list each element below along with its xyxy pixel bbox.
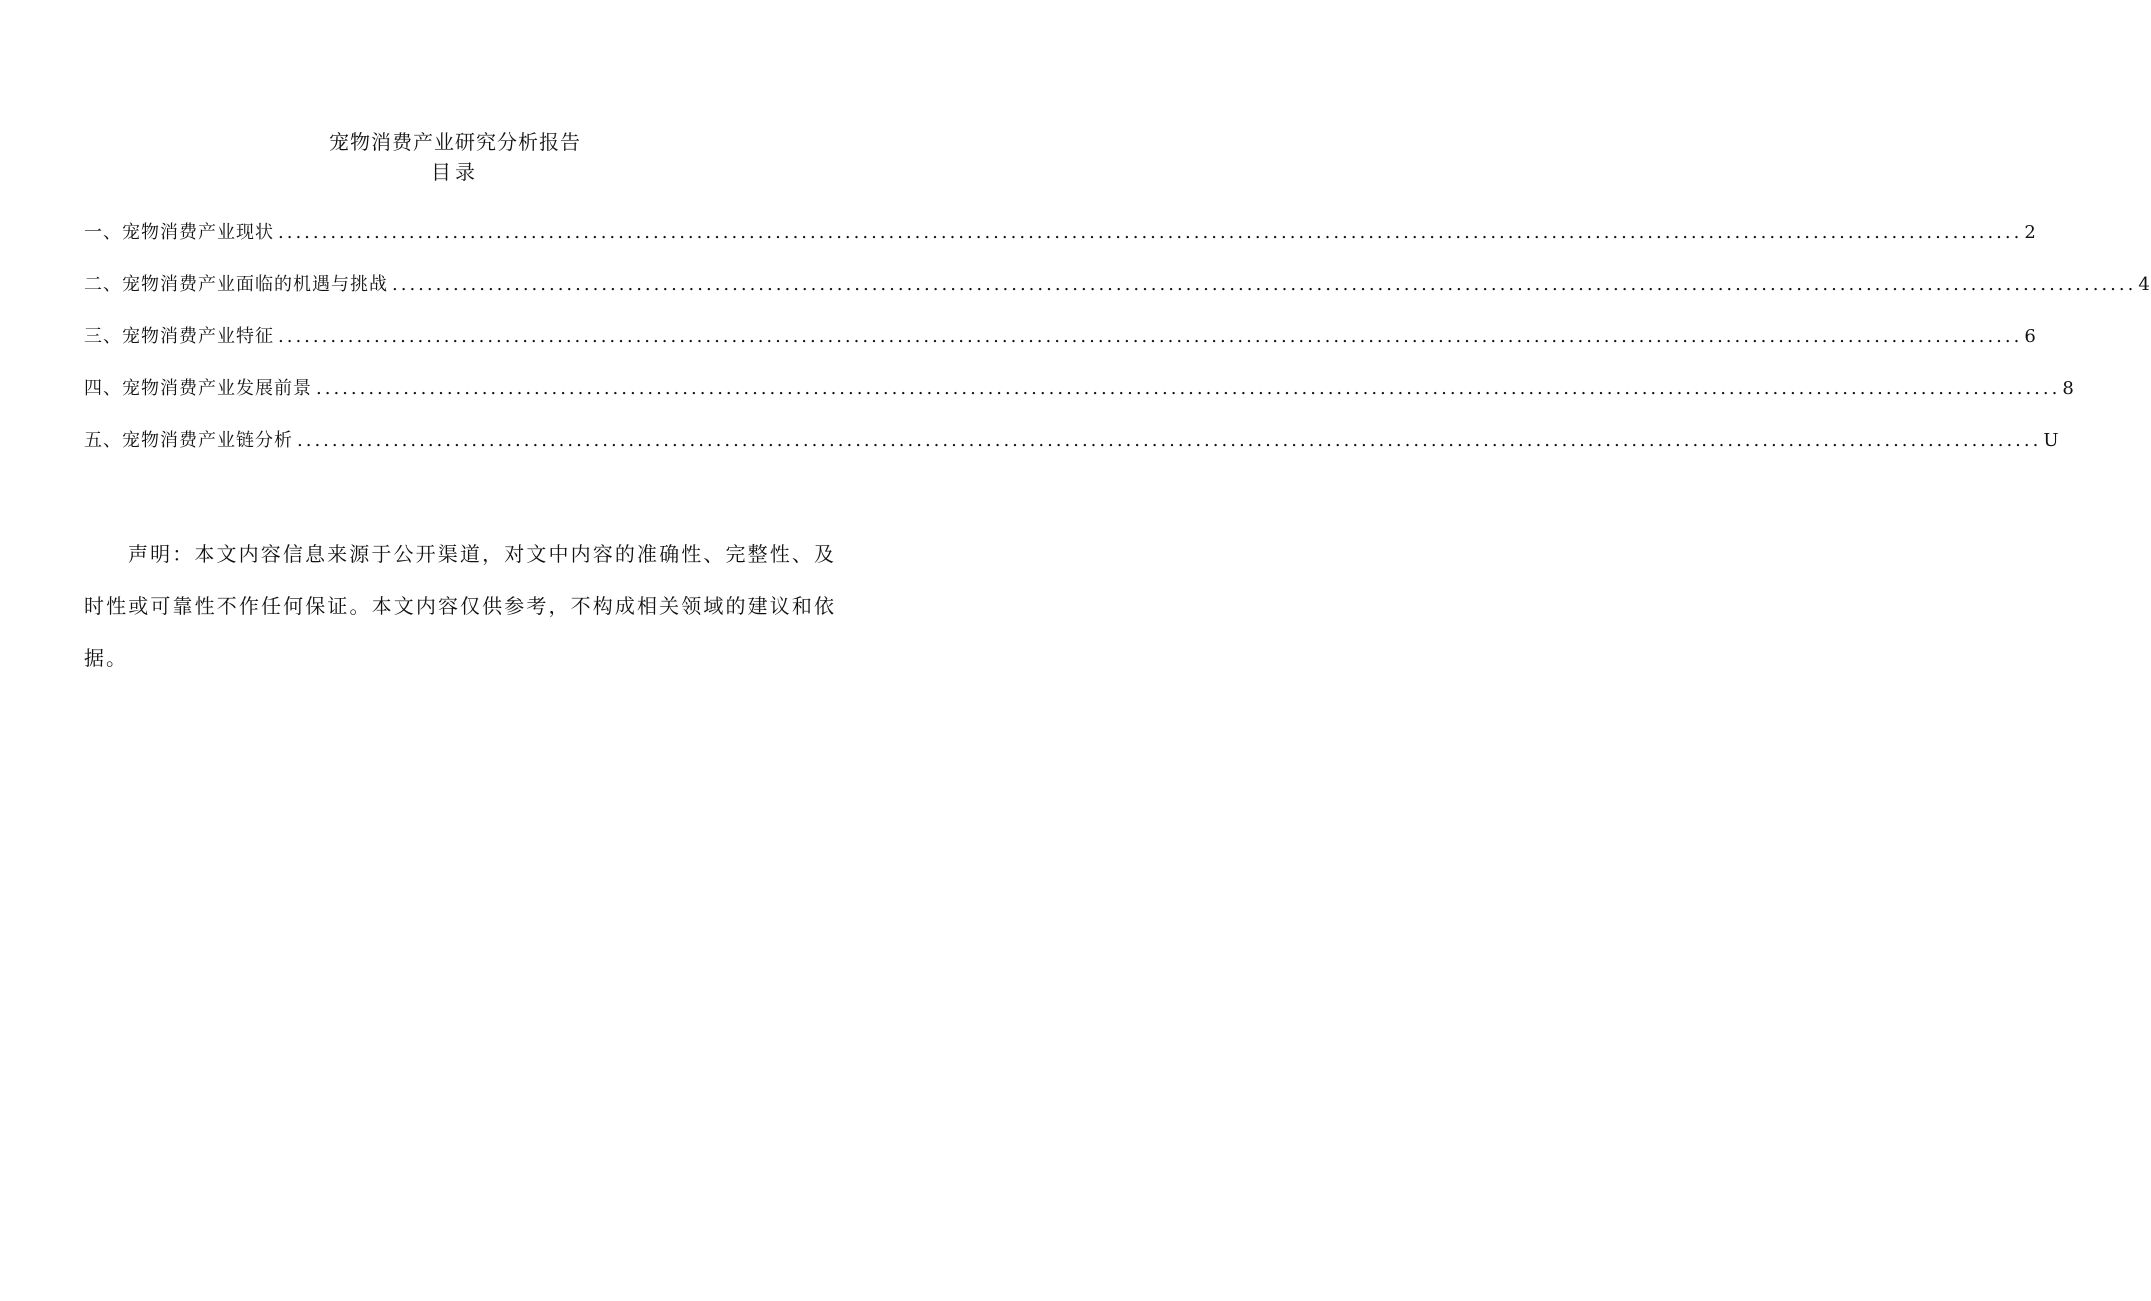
- toc-entry-page: 8: [2062, 378, 2075, 399]
- toc-entry-label: 四、宠物消费产业发展前景: [84, 378, 312, 399]
- toc-entry[interactable]: [84, 270, 2151, 322]
- toc-leader-dots: ........................................................................................................................................................................................................: [278, 326, 2023, 347]
- disclaimer-paragraph: 声明：本文内容信息来源于公开渠道，对文中内容的准确性、完整性、及时性或可靠性不作任何保证。本文内容仅供参考，不构成相关领域的建议和依据。: [84, 542, 836, 670]
- toc-entry-label: 三、宠物消费产业特征: [84, 326, 274, 347]
- toc-entry-label: 一、宠物消费产业现状: [84, 222, 274, 243]
- toc-entry-page: 6: [2024, 326, 2037, 347]
- toc-leader-dots: ........................................................................................................................................................................................................: [297, 430, 2042, 451]
- toc-leader-dots: ........................................................................................................................................................................................................: [392, 274, 2137, 295]
- toc-entry-page: 2: [2024, 222, 2037, 243]
- toc-entry[interactable]: [84, 218, 2037, 270]
- toc-entry[interactable]: [84, 374, 2075, 426]
- document-title: 宠物消费产业研究分析报告: [329, 130, 581, 154]
- toc-leader-dots: ........................................................................................................................................................................................................: [316, 378, 2061, 399]
- toc-entry[interactable]: [84, 426, 2060, 478]
- toc-heading: 目录: [431, 160, 479, 184]
- toc-entry-label: 五、宠物消费产业链分析: [84, 430, 293, 451]
- toc-leader-dots: ........................................................................................................................................................................................................: [278, 222, 2023, 243]
- toc-entry-label: 二、宠物消费产业面临的机遇与挑战: [84, 274, 388, 295]
- toc-entry-page: U: [2043, 430, 2060, 451]
- table-of-contents: [84, 218, 2151, 478]
- toc-entry[interactable]: [84, 322, 2037, 374]
- toc-entry-page: 4: [2138, 274, 2151, 295]
